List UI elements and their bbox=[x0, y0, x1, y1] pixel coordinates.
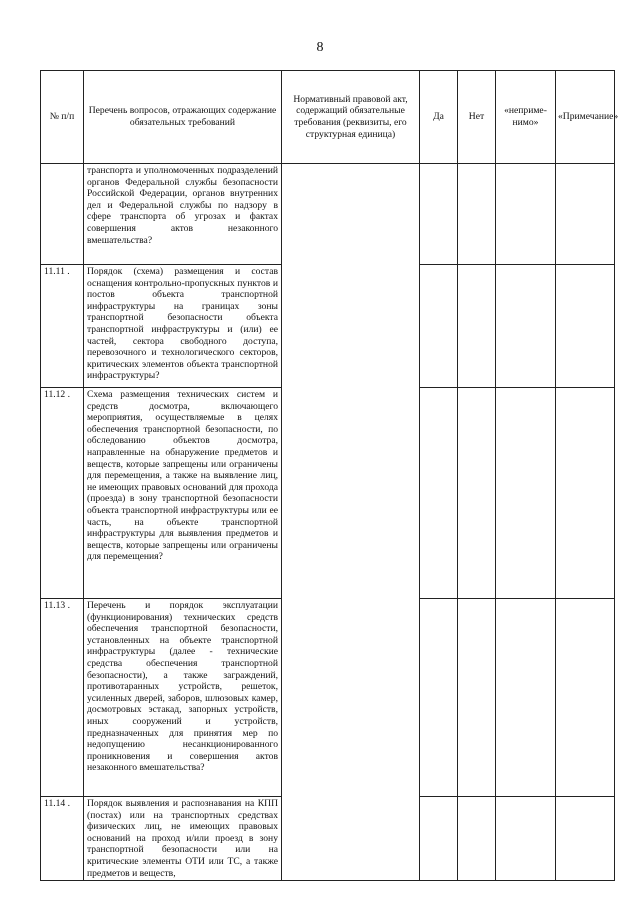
row-number: 11.11 . bbox=[41, 265, 84, 388]
row-number bbox=[41, 164, 84, 265]
answer-yes-cell[interactable] bbox=[420, 797, 458, 881]
question-text: Порядок (схема) размещения и состав оснащения контрольно-пропускных пунктов и постов объекта транспортной инфраструктуры на границах зоны транспортной безопасности объекта транспортной инфраструктуры и (или) ее частей, сектора свободного доступа, перевозочного и технологического секторов, критических элементов объекта транспортной инфраструктуры? bbox=[84, 265, 282, 388]
legal-act-cell bbox=[282, 164, 420, 881]
header-note: «Примечание» bbox=[556, 71, 615, 164]
header-yes: Да bbox=[420, 71, 458, 164]
answer-no-cell[interactable] bbox=[458, 164, 496, 265]
answer-no-cell[interactable] bbox=[458, 797, 496, 881]
table-header-row bbox=[41, 71, 615, 164]
answer-yes-cell[interactable] bbox=[420, 388, 458, 599]
header-not-applicable: «неприме-нимо» bbox=[496, 71, 556, 164]
note-cell[interactable] bbox=[556, 164, 615, 265]
question-text: Порядок выявления и распознавания на КПП (постах) или на транспортных средствах физических лиц, не имеющих правовых оснований на проход и/или проезд в зону транспортной безопасности или на критические элементы ОТИ или ТС, а также предметов и веществ, bbox=[84, 797, 282, 881]
note-cell[interactable] bbox=[556, 797, 615, 881]
answer-no-cell[interactable] bbox=[458, 388, 496, 599]
row-number: 11.12 . bbox=[41, 388, 84, 599]
row-number: 11.14 . bbox=[41, 797, 84, 881]
checklist-table bbox=[40, 70, 619, 881]
table-row bbox=[41, 164, 615, 265]
not-applicable-cell[interactable] bbox=[496, 797, 556, 881]
answer-no-cell[interactable] bbox=[458, 265, 496, 388]
row-number: 11.13 . bbox=[41, 599, 84, 797]
answer-yes-cell[interactable] bbox=[420, 164, 458, 265]
answer-yes-cell[interactable] bbox=[420, 599, 458, 797]
note-cell[interactable] bbox=[556, 265, 615, 388]
not-applicable-cell[interactable] bbox=[496, 265, 556, 388]
header-question: Перечень вопросов, отражающих содержание обязательных требований bbox=[84, 71, 282, 164]
note-cell[interactable] bbox=[556, 599, 615, 797]
question-text: Схема размещения технических систем и средств досмотра, включающего мероприятия, осуществляемые в целях обеспечения транспортной безопасности, по обследованию объектов досмотра, направленные на обнаружение предметов и веществ, которые запрещены или ограничены для перемещения, а также на выявление лиц, не имеющих правовых оснований для прохода (проезда) в зону транспортной безопасности объекта транспортной инфраструктуры или ее часть, на объекте транспортной инфраструктуры для выявления предметов и веществ, которые запрещены или ограничены для перемещения? bbox=[84, 388, 282, 599]
header-no: Нет bbox=[458, 71, 496, 164]
note-cell[interactable] bbox=[556, 388, 615, 599]
answer-no-cell[interactable] bbox=[458, 599, 496, 797]
question-text: Перечень и порядок эксплуатации (функционирования) технических средств обеспечения транспортной безопасности, установленных на объекте транспортной инфраструктуры (далее - технические средства обеспечения транспортной безопасности), а также заграждений, противотаранных устройств, решеток, усиленных дверей, заборов, шлюзовых камер, досмотровых эстакад, запорных устройств, иных сооружений и устройств, предназначенных для принятия мер по недопущению несанкционированного проникновения и совершения актов незаконного вмешательства? bbox=[84, 599, 282, 797]
header-act: Нормативный правовой акт, содержащий обязательные требования (реквизиты, его структурная единица) bbox=[282, 71, 420, 164]
not-applicable-cell[interactable] bbox=[496, 599, 556, 797]
not-applicable-cell[interactable] bbox=[496, 164, 556, 265]
page-number: 8 bbox=[316, 40, 324, 55]
not-applicable-cell[interactable] bbox=[496, 388, 556, 599]
header-num: № п/п bbox=[41, 71, 84, 164]
question-text: транспорта и уполномоченных подразделений органов Федеральной службы безопасности Российской Федерации, органов внутренних дел и Федеральной службы по надзору в сфере транспорта об угрозах и фактах совершения актов незаконного вмешательства? bbox=[84, 164, 282, 265]
answer-yes-cell[interactable] bbox=[420, 265, 458, 388]
